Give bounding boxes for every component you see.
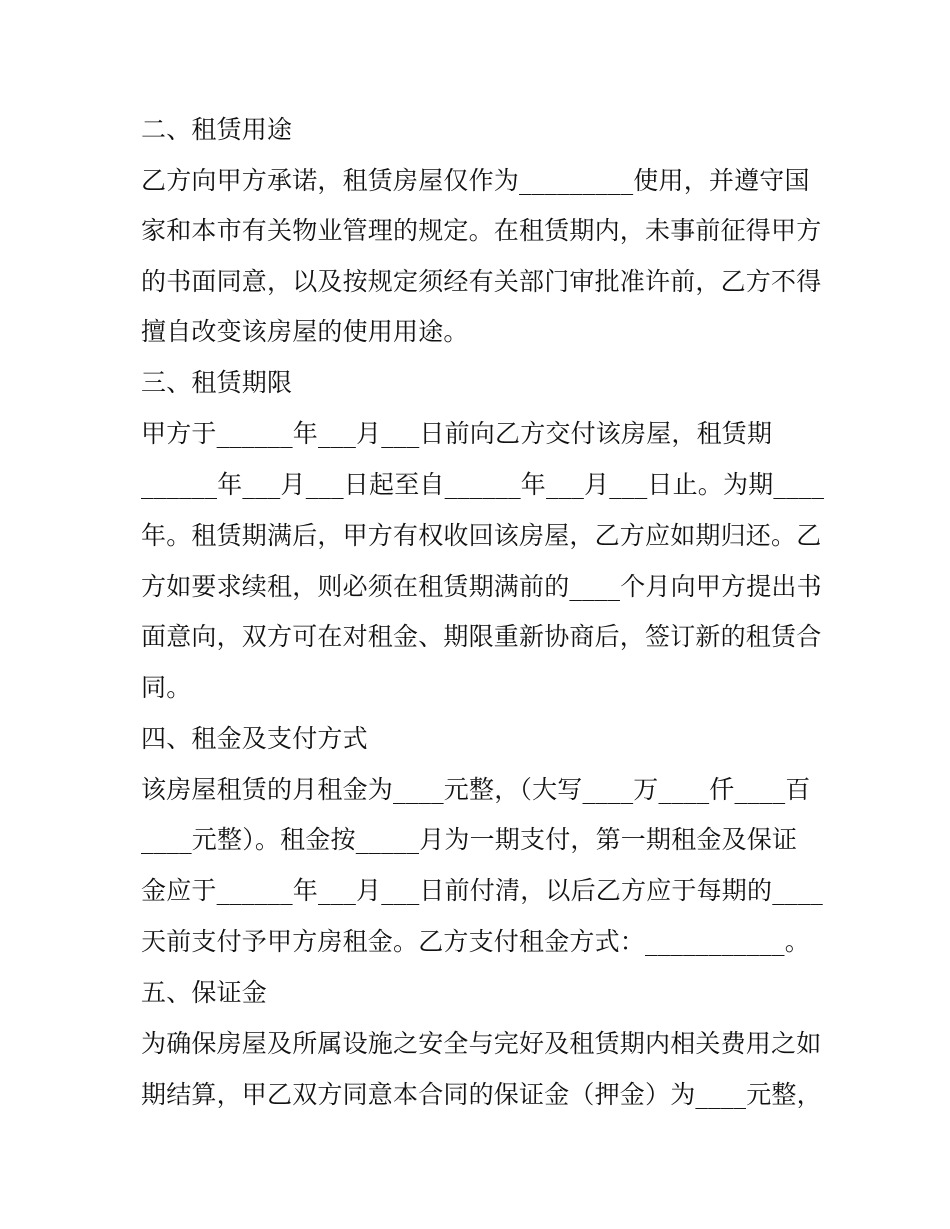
body-line: 的书面同意，以及按规定须经有关部门审批准许前，乙方不得 <box>141 267 822 296</box>
body-line: 金应于______年___月___日前付清，以后乙方应于每期的____ <box>141 876 824 905</box>
body-line: 为确保房屋及所属设施之安全与完好及租赁期内相关费用之如 <box>141 1029 822 1058</box>
body-line: 天前支付予甲方房租金。乙方支付租金方式：___________。 <box>141 927 810 956</box>
body-line: 期结算，甲乙双方同意本合同的保证金（押金）为____元整， <box>141 1080 822 1109</box>
body-line: 擅自改变该房屋的使用用途。 <box>141 317 469 346</box>
body-line: ____元整）。租金按_____月为一期支付，第一期租金及保证 <box>141 825 798 854</box>
section-heading-rent: 四、租金及支付方式 <box>141 724 368 753</box>
section-heading-deposit: 五、保证金 <box>141 978 268 1007</box>
body-line: 面意向，双方可在对租金、期限重新协商后，签订新的租赁合 <box>141 622 822 651</box>
body-line: 家和本市有关物业管理的规定。在租赁期内，未事前征得甲方 <box>141 216 822 245</box>
body-line: 方如要求续租，则必须在租赁期满前的____个月向甲方提出书 <box>141 572 822 601</box>
body-line: 同。 <box>141 673 192 702</box>
section-heading-usage: 二、租赁用途 <box>141 115 293 144</box>
body-line: 年。租赁期满后，甲方有权收回该房屋，乙方应如期归还。乙 <box>141 521 822 550</box>
body-line: 该房屋租赁的月租金为____元整，（大写____万____仟____百 <box>141 775 811 804</box>
section-heading-term: 三、租赁期限 <box>141 368 293 397</box>
body-line: 甲方于______年___月___日前向乙方交付该房屋，租赁期 <box>141 419 773 448</box>
body-line: ______年___月___日起至自______年___月___日止。为期____ <box>141 470 825 499</box>
body-line: 乙方向甲方承诺，租赁房屋仅作为_________使用，并遵守国 <box>141 166 810 195</box>
